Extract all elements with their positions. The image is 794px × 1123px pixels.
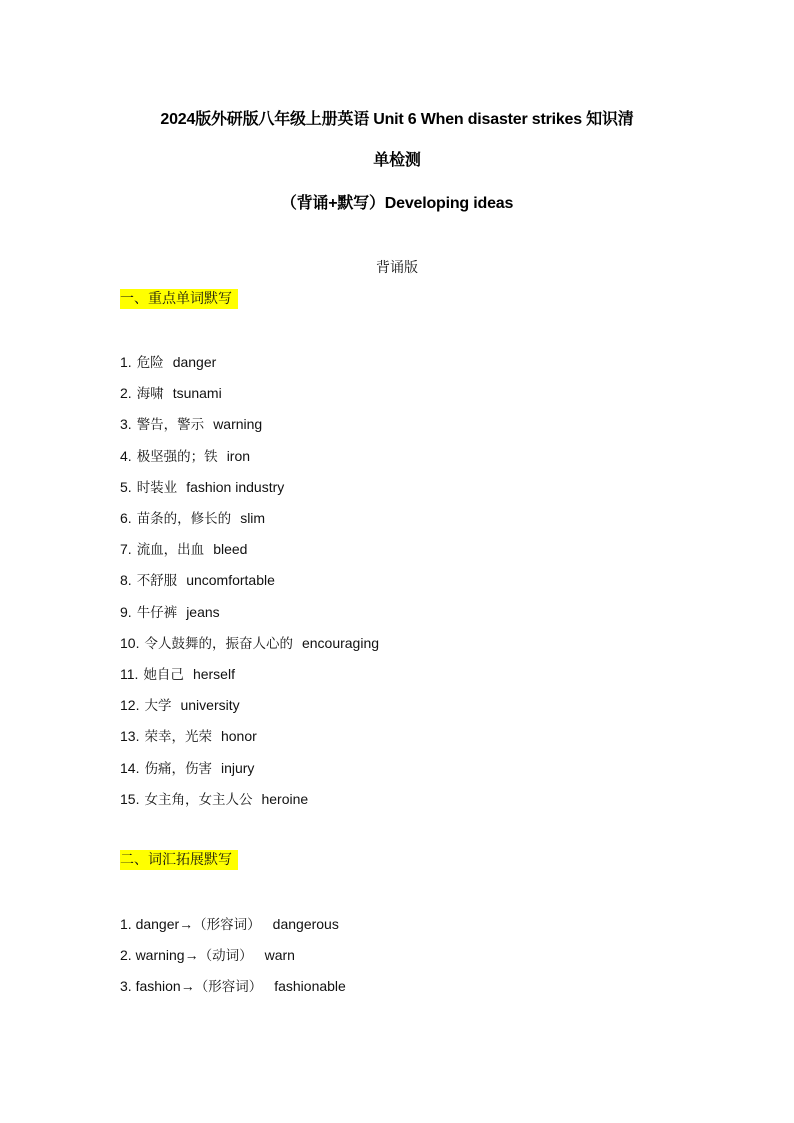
item-chinese: 伤痛，伤害	[144, 761, 212, 777]
item-english: slim	[240, 510, 266, 526]
item-english: uncomfortable	[186, 572, 275, 588]
item-chinese: 苗条的，修长的	[136, 511, 232, 527]
item-chinese: 不舒服	[136, 573, 178, 589]
item-number: 13.	[120, 728, 140, 744]
list-item	[120, 602, 220, 622]
item-chinese: 海啸	[136, 386, 164, 402]
item-english: jeans	[186, 604, 220, 620]
item-number: 11.	[120, 666, 139, 682]
item-chinese: 大学	[144, 698, 172, 714]
list-item	[120, 508, 265, 528]
list-item	[120, 446, 250, 466]
list-item	[120, 633, 379, 653]
item-english: encouraging	[301, 635, 380, 651]
item-english: honor	[220, 728, 257, 744]
item-number: 14.	[120, 760, 140, 776]
item-source-word: 2. warning→	[120, 947, 199, 963]
item-english: warning	[213, 416, 263, 432]
item-chinese: 危险	[136, 355, 164, 371]
item-chinese: 警告，警示	[136, 417, 205, 433]
item-part-of-speech: （形容词）	[193, 917, 261, 933]
item-chinese: 牛仔裤	[136, 605, 178, 621]
item-chinese: 极坚强的；铁	[136, 449, 218, 465]
item-chinese: 她自己	[143, 667, 184, 683]
list-item	[120, 976, 346, 996]
item-part-of-speech: （动词）	[198, 948, 253, 964]
list-item	[120, 758, 254, 778]
item-number: 2.	[120, 385, 132, 401]
item-chinese: 流血，出血	[136, 542, 205, 558]
list-item	[120, 414, 262, 434]
item-english: tsunami	[172, 385, 222, 401]
item-number: 8.	[120, 572, 132, 588]
list-item	[120, 352, 216, 372]
item-number: 1.	[120, 354, 132, 370]
section-heading-vocabulary-extension: 二、词汇拓展默写	[120, 850, 238, 870]
item-english: heroine	[261, 791, 309, 807]
document-subtitle: （背诵+默写）Developing ideas	[280, 195, 514, 212]
document-title-line-2: 单检测	[373, 152, 421, 169]
item-english: herself	[192, 666, 235, 682]
item-english: bleed	[213, 541, 248, 557]
document-title-line-1: 2024版外研版八年级上册英语 Unit 6 When disaster strikes 知识清	[160, 111, 634, 128]
item-chinese: 时装业	[136, 480, 178, 496]
item-english: iron	[226, 448, 251, 464]
item-number: 5.	[120, 479, 132, 495]
list-item	[120, 726, 257, 746]
list-item	[120, 477, 284, 497]
item-english: university	[180, 697, 240, 713]
list-item	[120, 695, 240, 715]
item-english: injury	[220, 760, 255, 776]
list-item	[120, 914, 339, 934]
list-item	[120, 570, 275, 590]
item-number: 3.	[120, 416, 132, 432]
item-number: 9.	[120, 604, 132, 620]
item-answer: warn	[264, 947, 295, 963]
list-item	[120, 789, 308, 809]
item-number: 4.	[120, 448, 132, 464]
item-answer: dangerous	[272, 916, 339, 932]
item-chinese: 令人鼓舞的，振奋人心的	[144, 636, 293, 652]
item-chinese: 女主角，女主人公	[144, 792, 253, 808]
item-english: fashion industry	[186, 479, 285, 495]
item-source-word: 1. danger→	[120, 916, 194, 932]
section-heading-key-words: 一、重点单词默写	[120, 289, 238, 309]
item-number: 6.	[120, 510, 132, 526]
list-item	[120, 664, 235, 684]
list-item	[120, 539, 247, 559]
item-part-of-speech: （形容词）	[194, 979, 263, 995]
item-number: 12.	[120, 697, 140, 713]
item-english: danger	[172, 354, 217, 370]
item-number: 10.	[120, 635, 140, 651]
item-number: 7.	[120, 541, 132, 557]
version-label: 背诵版	[376, 260, 418, 276]
list-item	[120, 383, 222, 403]
item-number: 15.	[120, 791, 140, 807]
item-chinese: 荣幸，光荣	[144, 729, 212, 745]
item-answer: fashionable	[274, 978, 346, 994]
item-source-word: 3. fashion→	[120, 978, 195, 994]
list-item	[120, 945, 295, 965]
